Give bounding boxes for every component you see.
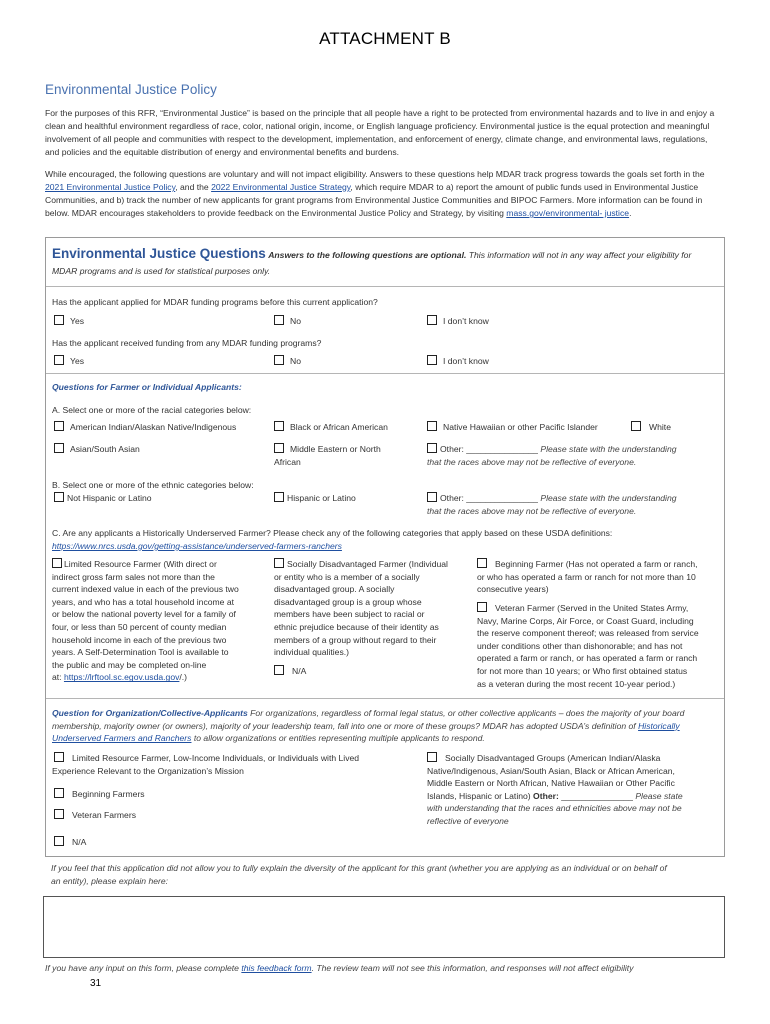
- checkbox[interactable]: [54, 492, 64, 502]
- lrftool-link[interactable]: https://lrftool.sc.egov.usda.gov: [63, 672, 180, 683]
- q2-idk[interactable]: I don’t know: [427, 355, 489, 368]
- qc-limited-resource: Limited Resource Farmer (With direct or indirect gross farm sales not more than the current indexed value in each of the previous two years, and who has a total household income at or below the national poverty level for a family of four, or less than 50 percent of county median household income in each of the previous two years. A Self-Determination Tool is available to the public and may be completed on-line at: https://lrftool.sc.egov.usda.gov/.): [52, 559, 239, 683]
- explain-prompt: If you feel that this application did not allow you to fully explain the diversity of the applicant for this grant (whether you are applying as an individual or on behalf of an entity), please explain here:: [51, 863, 667, 886]
- ej-policy-link[interactable]: 2021 Environmental Justice Policy: [45, 182, 176, 192]
- qc-label: C. Are any applicants a Historically Underserved Farmer? Please check any of the following categories that apply based on these USDA definitions:: [52, 528, 613, 538]
- q1-idk[interactable]: I don’t know: [427, 315, 489, 328]
- qb-other[interactable]: Other: _______________ Please state with the understanding: [427, 492, 677, 505]
- page-title: ATTACHMENT B: [319, 29, 451, 48]
- qa-native-hawaiian[interactable]: Native Hawaiian or other Pacific Islander: [427, 421, 598, 434]
- org-socially-disadvantaged: Socially Disadvantaged Groups (American Indian/Alaska Native/Indigenous, Asian/South Asian, Black or African American, Middle Eastern or North African, Native Hawaiian or Other Pacific Islands, Hispanic or Latino) Other: _______________ Please state with understanding that the races and ethnicities above may not be reflective of everyone: [427, 753, 683, 826]
- checkbox[interactable]: [54, 355, 64, 365]
- checkbox[interactable]: [274, 315, 284, 325]
- qb-hispanic[interactable]: Hispanic or Latino: [274, 492, 356, 505]
- checkbox[interactable]: [631, 421, 641, 431]
- qa-asian[interactable]: Asian/South Asian: [54, 443, 140, 456]
- checkbox[interactable]: [427, 421, 437, 431]
- qb-label: B. Select one or more of the ethnic categories below:: [52, 480, 254, 490]
- questions-header: Environmental Justice Questions Answers to the following questions are optional. This information will not in any way affect your eligibility for: [52, 246, 692, 261]
- q2-yes[interactable]: Yes: [54, 355, 84, 368]
- org-veteran-farmers[interactable]: Veteran Farmers: [54, 809, 136, 822]
- questions-heading: Environmental Justice Questions: [52, 246, 266, 261]
- qc-na[interactable]: N/A: [274, 665, 474, 678]
- checkbox[interactable]: [54, 443, 64, 453]
- qc-beginning-farmer: Beginning Farmer (Has not operated a farm or ranch, or who has operated a farm or ranch for not more than 10 consecutive years): [477, 559, 698, 595]
- org-heading: Question for Organization/Collective-Applicants: [52, 708, 248, 718]
- org-limited-resource[interactable]: Limited Resource Farmer, Low-Income Individuals, or Individuals with Lived: [54, 752, 359, 765]
- q1-no[interactable]: No: [274, 315, 301, 328]
- qa-white[interactable]: White: [631, 421, 671, 434]
- feedback-form-link[interactable]: this feedback form: [241, 963, 312, 973]
- checkbox[interactable]: [477, 558, 487, 568]
- intro-paragraph-1: For the purposes of this RFR, “Environmental Justice” is based on the principle that all people have a right to be protected from environmental hazards and to live in and enjoy a clean and healthful environment regardless of race, color, national origin, income, or English language proficiency. Environmental justice is the equal protection and meaningful involvement of all people and communities with respect to the development, implementation, and enforcement of energy, climate change, and environmental laws, regulations, and policies and the equitable distribution of energy and environmental benefits and burdens.: [45, 108, 715, 157]
- q2-label: Has the applicant received funding from any MDAR funding programs?: [52, 338, 322, 348]
- farmer-section-heading: Questions for Farmer or Individual Applicants:: [52, 382, 242, 392]
- ej-strategy-link[interactable]: 2022 Environmental Justice Strategy: [211, 182, 351, 192]
- feedback-note: If you have any input on this form, please complete this feedback form. The review team will not see this information, and responses will not affect eligibility: [45, 963, 634, 973]
- explain-textarea[interactable]: [43, 896, 725, 958]
- checkbox[interactable]: [54, 788, 64, 798]
- checkbox[interactable]: [274, 443, 284, 453]
- checkbox[interactable]: [427, 355, 437, 365]
- q2-no[interactable]: No: [274, 355, 301, 368]
- section-heading: Environmental Justice Policy: [45, 82, 217, 97]
- qa-label: A. Select one or more of the racial categories below:: [52, 405, 252, 415]
- intro-paragraph-2: While encouraged, the following questions are voluntary and will not impact eligibility. Answers to these questions help MDAR track progress towards the goals set forth in the 2021 Environmental Justice Policy, and the 2022 Environmental Justice Strategy, which require MDAR to a) report the amount of public funds used in Environmental Justice Communities, and b) track the number of new applicants for grant programs from Environmental Justice Communities and BIPOC Farmers. More information can be found in below. MDAR encourages stakeholders to provide feedback on the Environmental Justice Policy and Strategy, by visiting mass.gov/environmental- justice.: [45, 169, 705, 218]
- underserved-definition-link[interactable]: Historically: [638, 720, 680, 731]
- q1-label: Has the applicant applied for MDAR funding programs before this current application?: [52, 297, 378, 307]
- q1-yes[interactable]: Yes: [54, 315, 84, 328]
- qa-other[interactable]: Other: _______________ Please state with the understanding: [427, 443, 677, 456]
- usda-definitions-link[interactable]: https://www.nrcs.usda.gov/getting-assistance/underserved-farmers-ranchers: [52, 541, 342, 551]
- checkbox[interactable]: [427, 492, 437, 502]
- checkbox[interactable]: [54, 421, 64, 431]
- checkbox[interactable]: [52, 558, 62, 568]
- checkbox[interactable]: [477, 602, 487, 612]
- qb-not-hispanic[interactable]: Not Hispanic or Latino: [54, 492, 152, 505]
- qc-socially-disadvantaged: Socially Disadvantaged Farmer (Individual or entity who is a member of a socially disadvantaged group. A socially disadvantaged group is a group whose members have been subject to racial or ethnic prejudice because of their identity as members of a group without regard to their individual qualities.) N/A: [274, 558, 474, 677]
- checkbox[interactable]: [427, 315, 437, 325]
- org-na[interactable]: N/A: [54, 836, 86, 849]
- page-number: 31: [90, 978, 102, 989]
- org-beginning-farmers[interactable]: Beginning Farmers: [54, 788, 145, 801]
- checkbox[interactable]: [54, 315, 64, 325]
- ej-questions-box: Environmental Justice Questions Answers to the following questions are optional. This information will not in any way affect your eligibility for MDAR programs and is used for statistical purposes only. Has the applicant applied for MDAR funding programs before this current application? Yes No I don’t know Has the applicant received funding from any MDAR funding programs? Yes No I don’t know Questions for Farmer or Individual Applicants: A. Select one or more of the racial categories below: American Indian/Alaskan Native/Indigenous Black or African American Native Hawaiian or other Pacific Islander White Asian/South Asian Middle Eastern or North African Other: _______________ Please state with the understanding that the races above may not be reflective of everyone. B. Select one or more of the ethnic categories below: Not Hispanic or Latino Hispanic or Latino Other: _______________ Please state with the understanding that the races above may not be reflective of everyone. C. Are any applicants a Historically Underserved Farmer? Please check any of the following categories that apply based on these USDA definitions: https://www.nrcs.usda.gov/getting-assistance/underserved-farmers-ranchers Limited Resource Farmer (With direct or indirect gross farm sales not more than the current indexed value in each of the previous two years, and who has a total household income at or below the national poverty level for a family of four, or less than 50 percent of county median household income in each of the previous two years. A Self-Determination Tool is available to the public and may be completed on-line at: https://lrftool.sc.egov.usda.gov/.) Socially Disadvantaged Farmer (Individual or entity who is a member of a socially disadvantaged group. A socially disadvantaged group is a group whose members have been subject to racial or ethnic prejudice because of their identity as members of a group without regard to their individual qualities.) N/A Beginning Farmer (Has not operated a farm or ranch, or who has operated a farm or ranch for not more than 10 consecutive years) Veteran Farmer (Served in the United States Army, Navy, Marine Corps, Air Force, or Coast Guard, including the reserve component thereof; was released from service under conditions other than dishonorable; and has not operated a farm or ranch, or has operated a farm or ranch for not more than 10 years; or Who first obtained status as a veteran during the most recent 10-year period.) Question for Organization/Collective-Applicants For organizations, regardless of formal legal status, or other collective applicants – does the majority of your board membership, majority owner (or owners), majority of your leadership team, fall into one or more of these groups? MDAR has adopted USDA’s definition of Historically Underserved Farmers and Ranchers to allow organizations or entities representing multiple applicants to respond. Limited Resource Farmer, Low-Income Individuals, or Individuals with Lived Experience Relevant to the Organization’s Mission Beginning Farmers Veteran Farmers N/A Socially Disadvantaged Groups (American Indian/Alaska Native/Indigenous, Asian/South Asian, Black or African American, Middle Eastern or North African, Native Hawaiian or Other Pacific Islands, Hispanic or Latino) Other: _______________ Please state with understanding that the races and ethnicities above may not be reflective of everyone: [45, 237, 725, 857]
- checkbox[interactable]: [427, 752, 437, 762]
- mass-gov-ej-link[interactable]: mass.gov/environmental- justice: [506, 208, 630, 218]
- checkbox[interactable]: [54, 836, 64, 846]
- checkbox[interactable]: [274, 558, 284, 568]
- checkbox[interactable]: [427, 443, 437, 453]
- qa-middle-eastern[interactable]: Middle Eastern or North: [274, 443, 381, 456]
- qa-black[interactable]: Black or African American: [274, 421, 388, 434]
- checkbox[interactable]: [274, 492, 284, 502]
- checkbox[interactable]: [274, 665, 284, 675]
- checkbox[interactable]: [274, 421, 284, 431]
- checkbox[interactable]: [274, 355, 284, 365]
- checkbox[interactable]: [54, 752, 64, 762]
- checkbox[interactable]: [54, 809, 64, 819]
- org-question: Question for Organization/Collective-Applicants For organizations, regardless of formal legal status, or other collective applicants – does the majority of your board membership, majority owner (or owners), majority of your leadership team, fall into one or more of these groups? MDAR has adopted USDA’s definition of Historically Underserved Farmers and Ranchers to allow organizations or entities representing multiple applicants to respond.: [52, 708, 685, 744]
- underserved-definition-link-2[interactable]: Underserved Farmers and Ranchers: [52, 733, 192, 744]
- qc-veteran-farmer: Veteran Farmer (Served in the United States Army, Navy, Marine Corps, Air Force, or Coast Guard, including the reserve component thereof; was released from service under conditions other than dishonorable; and has not operated a farm or ranch, or has operated a farm or ranch for not more than 10 years; or Who first obtained status as a veteran during the most recent 10-year period.): [477, 603, 699, 689]
- qa-american-indian[interactable]: American Indian/Alaskan Native/Indigenous: [54, 421, 236, 434]
